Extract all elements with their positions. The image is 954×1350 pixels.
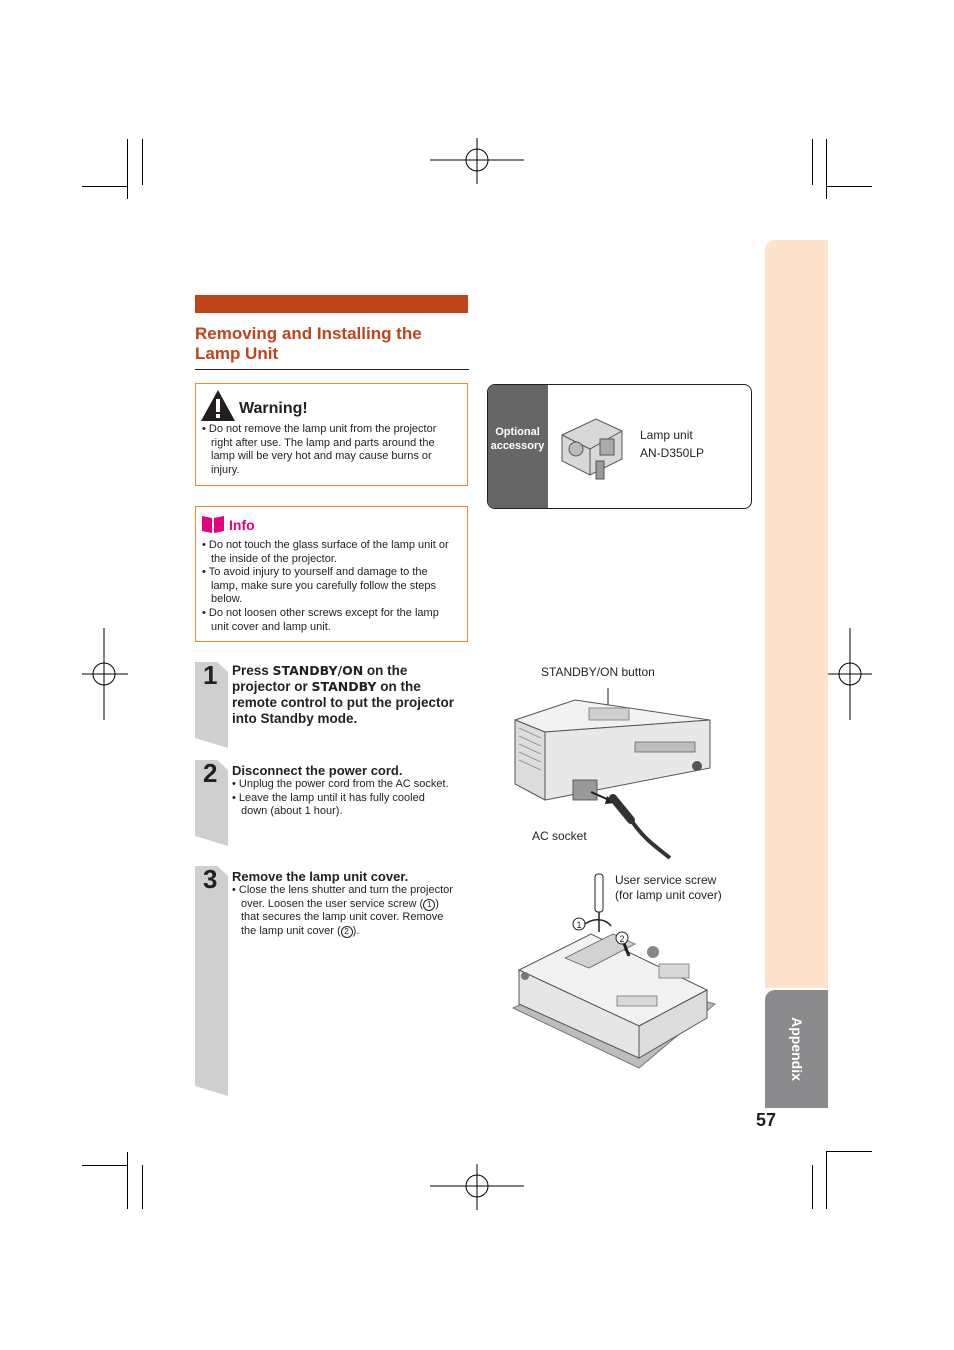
side-tab-label: Appendix — [789, 1017, 805, 1081]
info-text — [202, 539, 456, 634]
step-2-number: 2 — [203, 758, 218, 788]
marker-1: 1 — [576, 920, 582, 930]
warning-triangle-icon — [200, 389, 236, 422]
page-number: 57 — [756, 1110, 777, 1130]
info-book-icon — [201, 514, 225, 534]
step-3-heading: Remove the lamp unit cover. — [232, 869, 409, 884]
title-divider — [195, 369, 469, 370]
step-2-heading: Disconnect the power cord. — [232, 763, 403, 778]
registration-mark-bottom — [430, 1164, 524, 1210]
service-screw-caption: User service screw (for lamp unit cover) — [615, 873, 722, 902]
projector-underside-illustration — [509, 872, 719, 1092]
section-header-bar — [195, 295, 468, 313]
registration-mark-left — [82, 628, 128, 720]
registration-mark-right — [826, 628, 872, 720]
accessory-label: Optional accessory — [490, 426, 545, 452]
lamp-unit-image — [556, 413, 628, 483]
warning-text — [202, 423, 454, 477]
ac-socket-caption: AC socket — [532, 829, 587, 843]
registration-mark-top — [430, 138, 524, 184]
step-1-heading: Press STANDBY/ON on the projector or STANDBY on the remote control to put the projector into Standby mode. — [232, 663, 455, 726]
step-1-number: 1 — [203, 660, 218, 690]
accessory-item: Lamp unit AN-D350LP — [640, 428, 705, 460]
step-3-text: • Close the lens shutter and turn the projector over. Loosen the user service screw ( 1 ) that secures the lamp unit cover. Remove the lamp unit cover ( 2 ). — [232, 884, 453, 937]
marker-2: 2 — [619, 934, 625, 944]
step-2-text: • Unplug the power cord from the AC socket. • Leave the lamp until it has fully cooled down (about 1 hour). — [232, 778, 449, 818]
info-title: Info — [229, 517, 255, 533]
standby-button-caption: STANDBY/ON button — [541, 665, 655, 679]
section-title: Removing and Installing the Lamp Unit — [195, 324, 422, 363]
step-3-strip — [195, 866, 229, 1096]
step-3-number: 3 — [203, 864, 218, 894]
side-tab-background — [765, 240, 828, 988]
info-bullet: • Do not touch the glass surface of the lamp unit or the inside of the projector. — [202, 539, 449, 565]
info-bullet: • To avoid injury to yourself and damage to the lamp, make sure you carefully follow the steps below. — [202, 566, 436, 606]
warning-bullet: • Do not remove the lamp unit from the projector right after use. The lamp and parts around the lamp will be very hot and may cause burns or injury. — [202, 423, 437, 476]
info-bullet: • Do not loosen other screws except for the lamp unit cover and lamp unit. — [202, 606, 439, 633]
warning-title: Warning! — [239, 400, 308, 417]
